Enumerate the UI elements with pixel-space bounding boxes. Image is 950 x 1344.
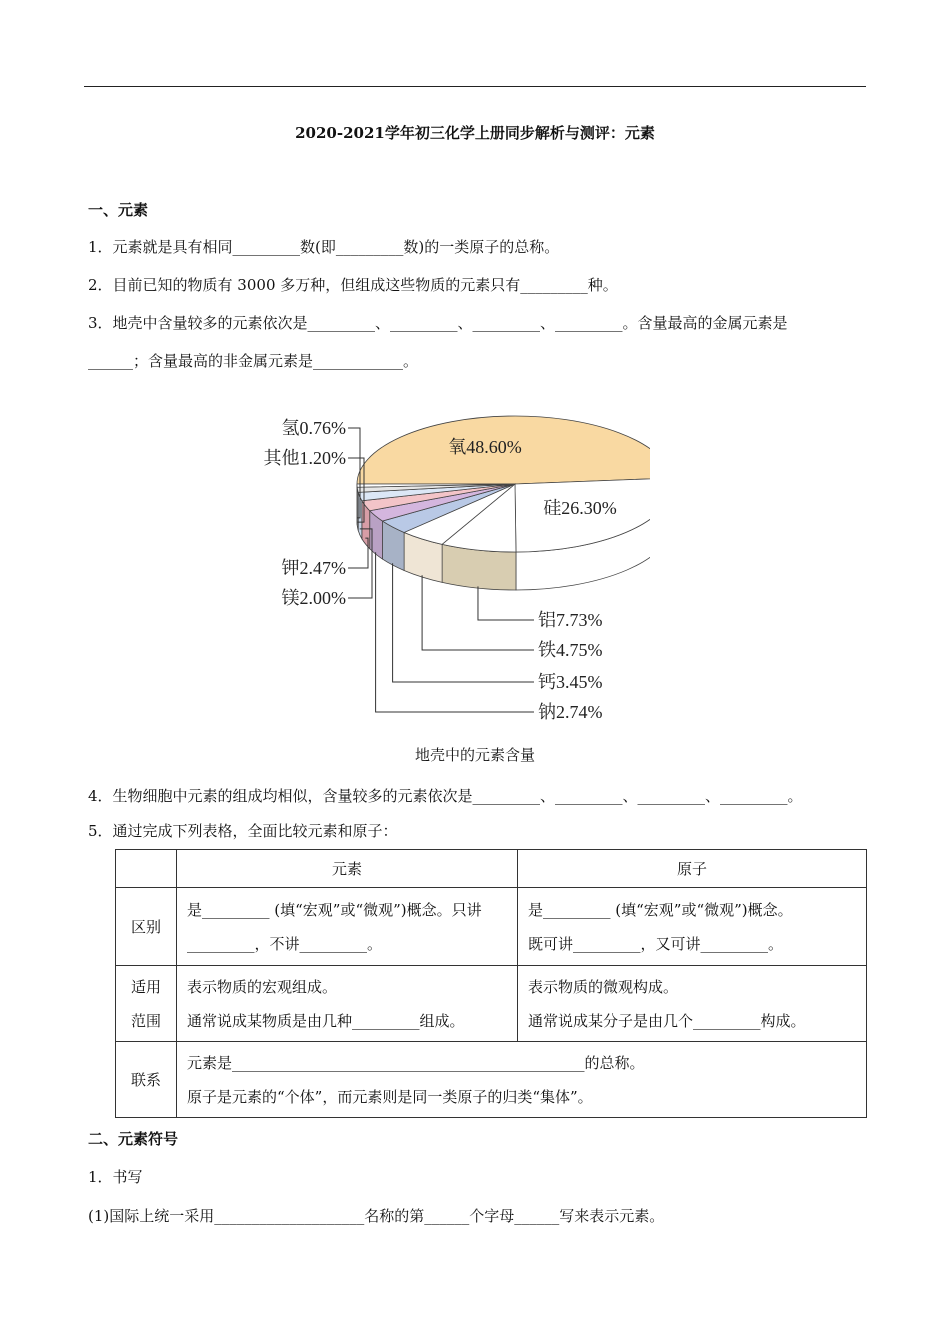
question-1: 1．元素就是具有相同_________数(即_________数)的一类原子的总称。 — [88, 238, 560, 256]
scope-element-cell — [177, 966, 518, 1042]
section2-subheading: 1．书写 — [88, 1168, 143, 1186]
table-header-row — [116, 850, 867, 888]
question-3b: ______；含量最高的非金属元素是____________。 — [88, 352, 419, 370]
pie-label-钙: 钙3.45% — [538, 672, 603, 692]
crust-element-pie-chart — [250, 398, 650, 728]
difference-element-line-1: 是_________ (填“宏观”或“微观”)概念。只讲 — [187, 900, 482, 919]
table-row-difference — [116, 888, 867, 966]
difference-atom-line-1: 是_________ (填“宏观”或“微观”)概念。 — [528, 900, 793, 919]
question-3a: 3．地壳中含量较多的元素依次是_________、_________、_________、_________。含量最高的金属元素是 — [88, 314, 788, 332]
scope-element-line-2: 通常说成某物质是由几种_________组成。 — [187, 1011, 465, 1030]
row-label-relation: 联系 — [116, 1042, 177, 1118]
section1-heading: 一、元素 — [88, 201, 149, 219]
pie-label-铁: 铁4.75% — [538, 640, 603, 660]
comparison-table — [115, 849, 867, 1118]
header-atom: 原子 — [518, 850, 867, 888]
question-4: 4．生物细胞中元素的组成均相似，含量较多的元素依次是_________、_________、_________、_________。 — [88, 787, 803, 805]
question-5: 5．通过完成下列表格，全面比较元素和原子： — [88, 822, 398, 840]
table-corner-cell — [116, 850, 177, 888]
scope-element-line-1: 表示物质的宏观组成。 — [187, 977, 338, 996]
scope-atom-line-1: 表示物质的微观构成。 — [528, 977, 679, 996]
difference-atom-cell — [518, 888, 867, 966]
pie-label-硅: 硅26.30% — [543, 498, 617, 518]
header-rule — [84, 86, 866, 87]
difference-atom-line-2: 既可讲_________，又可讲_________。 — [528, 934, 784, 953]
scope-atom-cell — [518, 966, 867, 1042]
section2-heading: 二、元素符号 — [88, 1130, 179, 1148]
pie-label-氢: 氢0.76% — [281, 418, 346, 438]
pie-label-氧: 氧48.60% — [448, 437, 522, 457]
page-title: 2020-2021学年初三化学上册同步解析与测评：元素 — [295, 124, 655, 142]
scope-atom-line-2: 通常说成某分子是由几个_________构成。 — [528, 1011, 806, 1030]
table-row-scope — [116, 966, 867, 1042]
question-2: 2．目前已知的物质有 3000 多万种，但组成这些物质的元素只有_________种。 — [88, 276, 618, 294]
relation-cell — [177, 1042, 867, 1118]
table-row-relation — [116, 1042, 867, 1118]
chart-caption: 地壳中的元素含量 — [414, 746, 535, 764]
row-label-scope-line-1: 适用 — [130, 977, 161, 996]
row-label-difference: 区别 — [116, 888, 177, 966]
pie-label-镁: 镁2.00% — [281, 588, 346, 608]
difference-element-line-2: _________，不讲_________。 — [187, 934, 383, 953]
section2-question-1: (1)国际上统一采用____________________名称的第______个字母______写来表示元素。 — [88, 1207, 665, 1225]
pie-label-其他: 其他1.20% — [263, 448, 346, 468]
header-element: 元素 — [177, 850, 518, 888]
relation-line-1: 元素是_______________________________________________的总称。 — [187, 1053, 645, 1072]
pie-leader-铝 — [478, 586, 534, 620]
pie-label-铝: 铝7.73% — [538, 610, 603, 630]
pie-label-钠: 钠2.74% — [538, 702, 603, 722]
row-label-scope-line-2: 范围 — [130, 1011, 161, 1030]
row-label-scope — [116, 966, 177, 1042]
relation-line-2: 原子是元素的“个体”，而元素则是同一类原子的归类“集体”。 — [187, 1087, 593, 1106]
difference-element-cell — [177, 888, 518, 966]
pie-label-钾: 钾2.47% — [281, 558, 346, 578]
